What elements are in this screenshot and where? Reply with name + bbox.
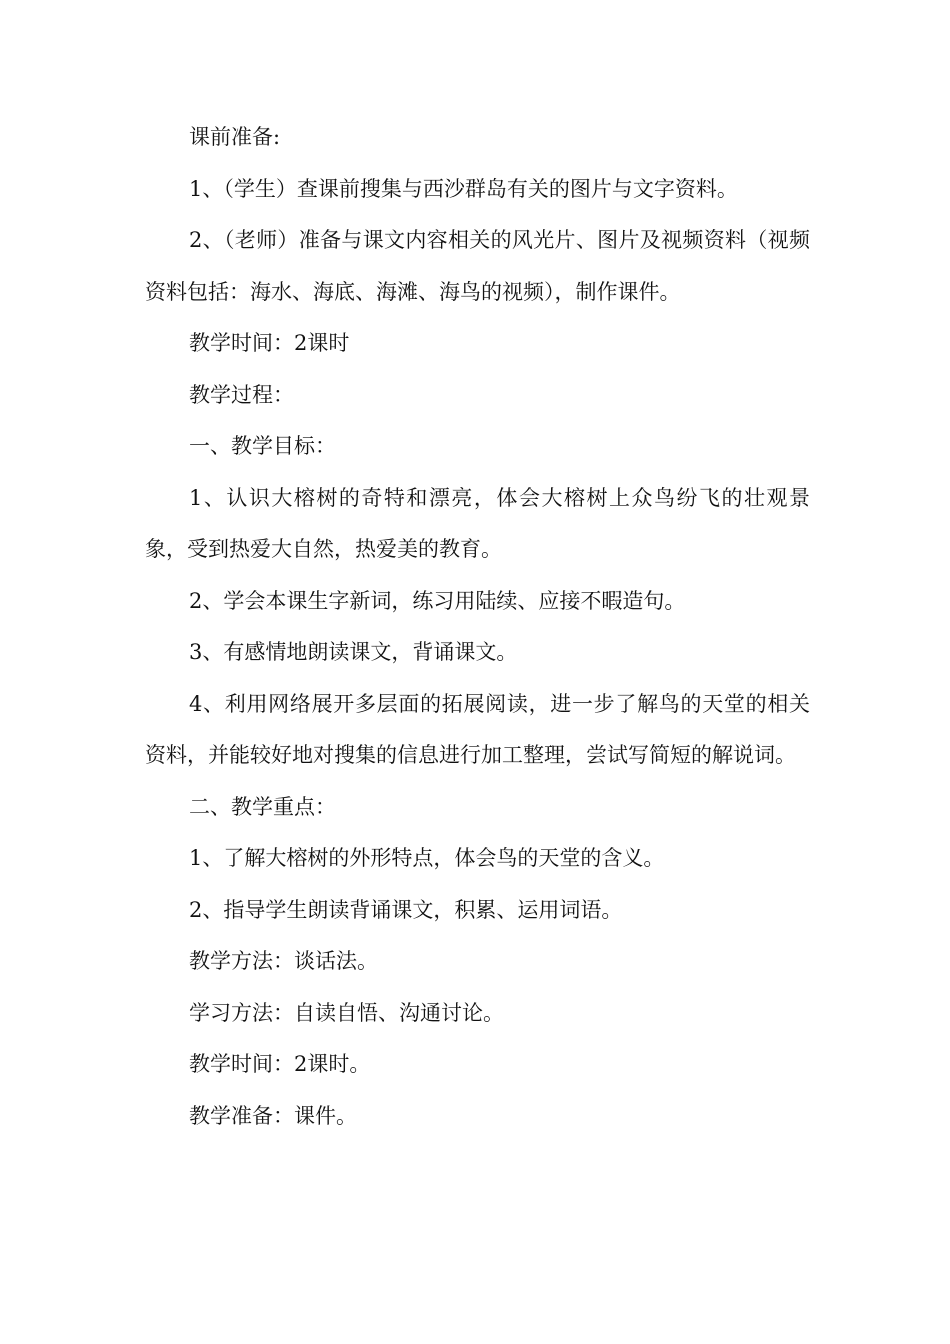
paragraph-goal-1: 1、认识大榕树的奇特和漂亮，体会大榕树上众鸟纷飞的壮观景象，受到热爱大自然，热爱美的教育。 bbox=[145, 485, 810, 561]
paragraph-teaching-time-2: 教学时间：2课时。 bbox=[189, 1052, 371, 1076]
paragraph-teaching-method: 教学方法：谈话法。 bbox=[189, 949, 378, 973]
paragraph-teaching-process: 教学过程： bbox=[189, 382, 294, 407]
document-body bbox=[145, 112, 810, 1142]
paragraph-learning-method: 学习方法：自读自悟、沟通讨论。 bbox=[189, 1000, 504, 1025]
paragraph-teacher-prep: 2、（老师）准备与课文内容相关的风光片、图片及视频资料（视频资料包括：海水、海底、海滩、海鸟的视频），制作课件。 bbox=[145, 228, 810, 304]
paragraph-goal-2: 2、学会本课生字新词，练习用陆续、应接不暇造句。 bbox=[189, 588, 686, 613]
paragraph-focus-1: 1、了解大榕树的外形特点，体会鸟的天堂的含义。 bbox=[189, 846, 665, 870]
heading-teaching-focus: 二、教学重点： bbox=[189, 794, 336, 819]
paragraph-teaching-prep: 教学准备：课件。 bbox=[189, 1103, 357, 1128]
paragraph-student-prep: 1、（学生）查课前搜集与西沙群岛有关的图片与文字资料。 bbox=[189, 176, 738, 201]
paragraph-pre-class-prep: 课前准备: bbox=[189, 125, 281, 149]
paragraph-goal-4: 4、利用网络展开多层面的拓展阅读，进一步了解鸟的天堂的相关资料，并能较好地对搜集的信息进行加工整理，尝试写简短的解说词。 bbox=[145, 691, 810, 767]
heading-teaching-goals: 一、教学目标： bbox=[189, 434, 336, 458]
paragraph-teaching-time: 教学时间：2课时 bbox=[189, 331, 350, 355]
paragraph-focus-2: 2、指导学生朗读背诵课文，积累、运用词语。 bbox=[189, 897, 623, 922]
paragraph-goal-3: 3、有感情地朗读课文，背诵课文。 bbox=[189, 640, 518, 664]
